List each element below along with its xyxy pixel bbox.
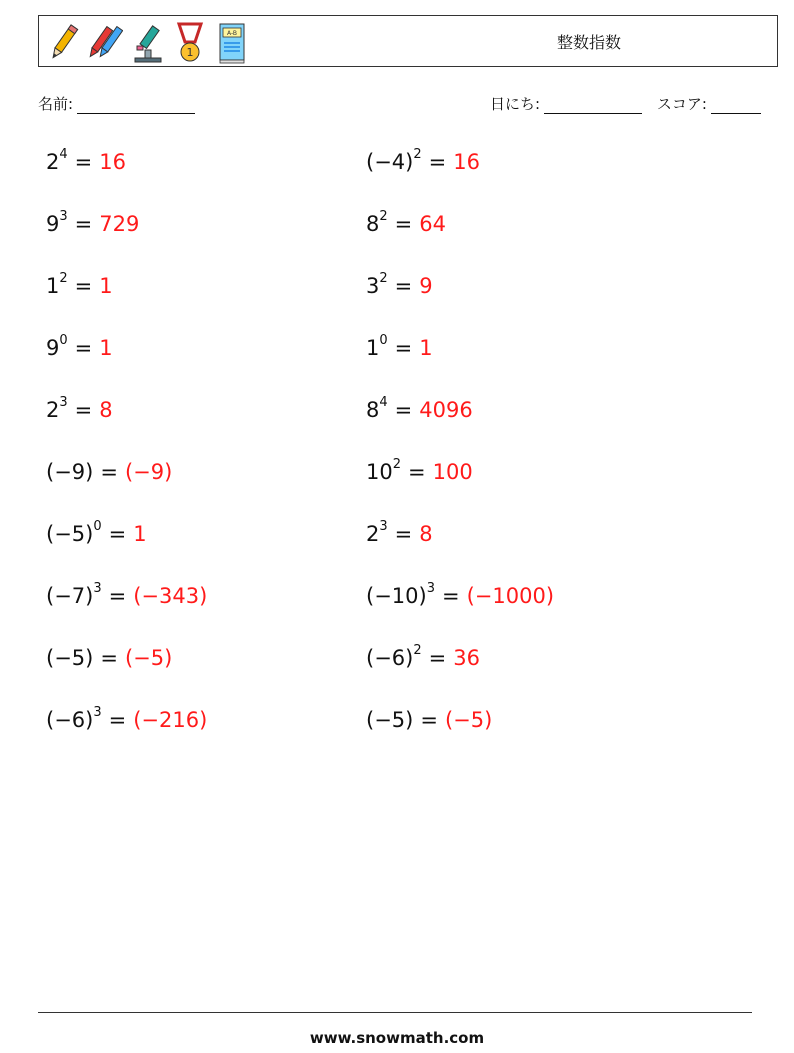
problem-exponent: 0 [379, 333, 388, 348]
score-blank [711, 99, 761, 114]
problem-exponent: 2 [379, 271, 388, 286]
problem-answer: 9 [419, 274, 433, 298]
problem-answer: (−5) [444, 708, 493, 732]
problem-exponent: 2 [392, 457, 402, 472]
problem-item [46, 210, 139, 238]
problem-answer: 16 [99, 150, 126, 174]
problem-base: (−6) [46, 708, 94, 732]
date-label: 日にち: [490, 95, 541, 113]
problem-item [46, 148, 126, 176]
equals-sign: = [74, 398, 93, 422]
medal-icon [173, 20, 207, 64]
problem-base: 2 [46, 150, 60, 174]
problem-item [366, 644, 480, 672]
problem-base: 9 [46, 336, 60, 360]
problem-item [366, 148, 480, 176]
problem-answer: 1 [133, 522, 147, 546]
problem-exponent: 3 [59, 395, 68, 410]
equals-sign: = [74, 274, 93, 298]
problem-item [46, 272, 113, 300]
problem-answer: (−5) [124, 646, 173, 670]
footer-url: www.snowmath.com [309, 1029, 485, 1047]
icon-strip [47, 20, 249, 64]
problem-base: 2 [366, 522, 380, 546]
problem-item [366, 334, 433, 362]
equals-sign: = [394, 522, 413, 546]
medal-number: 1 [186, 46, 194, 59]
equals-sign: = [428, 646, 447, 670]
equals-sign: = [441, 584, 460, 608]
problem-base: 1 [366, 336, 380, 360]
problem-exponent: 3 [93, 581, 102, 596]
equals-sign: = [108, 522, 127, 546]
problem-exponent: 2 [59, 271, 68, 286]
equals-sign: = [74, 212, 93, 236]
worksheet-header [38, 15, 778, 67]
problem-exponent: 3 [379, 519, 388, 534]
problem-answer: (−343) [133, 584, 208, 608]
book-icon [215, 20, 249, 64]
date-blank [544, 99, 642, 114]
equals-sign: = [394, 212, 413, 236]
equals-sign: = [108, 708, 127, 732]
date-score-fields [490, 93, 761, 114]
problem-base: (−10) [366, 584, 427, 608]
problem-item [46, 644, 172, 672]
problem-answer: 8 [419, 522, 433, 546]
equals-sign: = [394, 274, 413, 298]
problem-base: (−5) [46, 522, 94, 546]
problem-base: (−6) [366, 646, 414, 670]
problem-base: 10 [366, 460, 393, 484]
problem-answer: 100 [432, 460, 473, 484]
problem-item [46, 396, 113, 424]
problem-item [366, 210, 446, 238]
equals-sign: = [100, 460, 118, 484]
problem-base: 8 [366, 398, 380, 422]
problem-exponent: 0 [59, 333, 68, 348]
problem-answer: 16 [453, 150, 480, 174]
problem-answer: 1 [419, 336, 433, 360]
problem-answer: 729 [99, 212, 140, 236]
problem-base: (−5) [366, 708, 414, 732]
problem-exponent: 3 [93, 705, 102, 720]
problem-base: (−7) [46, 584, 94, 608]
problem-answer: (−1000) [466, 584, 555, 608]
problem-item [46, 520, 147, 548]
problem-base: (−9) [46, 460, 94, 484]
worksheet-title: 整数指数 [557, 33, 622, 52]
problem-base: 8 [366, 212, 380, 236]
problem-answer: 36 [453, 646, 480, 670]
problem-item [366, 520, 433, 548]
equals-sign: = [408, 460, 426, 484]
equals-sign: = [100, 646, 118, 670]
equals-sign: = [428, 150, 447, 174]
problem-exponent: 3 [426, 581, 435, 596]
footer-divider [38, 1012, 752, 1013]
crayons-icon [89, 20, 123, 64]
problem-base: 1 [46, 274, 60, 298]
equals-sign: = [394, 336, 413, 360]
problem-answer: (−9) [124, 460, 173, 484]
problem-exponent: 4 [379, 395, 388, 410]
problem-answer: 8 [99, 398, 113, 422]
problem-item [46, 582, 207, 610]
problem-item [366, 582, 554, 610]
problem-item [366, 706, 492, 734]
equals-sign: = [108, 584, 127, 608]
problem-item [46, 458, 172, 486]
microscope-icon [131, 20, 165, 64]
problem-exponent: 3 [59, 209, 68, 224]
problem-answer: 1 [99, 336, 113, 360]
problem-item [366, 272, 433, 300]
name-label: 名前: [38, 95, 74, 113]
problem-exponent: 4 [59, 147, 68, 162]
name-field [38, 93, 195, 114]
problem-item [366, 396, 473, 424]
problem-exponent: 2 [379, 209, 388, 224]
problem-base: (−4) [366, 150, 414, 174]
problem-exponent: 2 [413, 147, 422, 162]
problem-answer: 4096 [419, 398, 473, 422]
problem-exponent: 0 [93, 519, 102, 534]
problem-answer: 1 [99, 274, 113, 298]
equals-sign: = [394, 398, 413, 422]
problem-item [46, 706, 207, 734]
pencil-icon [47, 20, 81, 64]
problem-base: (−5) [46, 646, 94, 670]
problem-exponent: 2 [413, 643, 422, 658]
book-label: A-B [226, 30, 238, 37]
name-blank [77, 99, 195, 114]
problem-answer: 64 [419, 212, 446, 236]
equals-sign: = [74, 336, 93, 360]
equals-sign: = [420, 708, 438, 732]
problem-answer: (−216) [133, 708, 208, 732]
problem-base: 2 [46, 398, 60, 422]
problem-base: 3 [366, 274, 380, 298]
equals-sign: = [74, 150, 93, 174]
problem-base: 9 [46, 212, 60, 236]
score-label: スコア: [656, 95, 707, 113]
problem-item [46, 334, 113, 362]
problem-item [366, 458, 473, 486]
